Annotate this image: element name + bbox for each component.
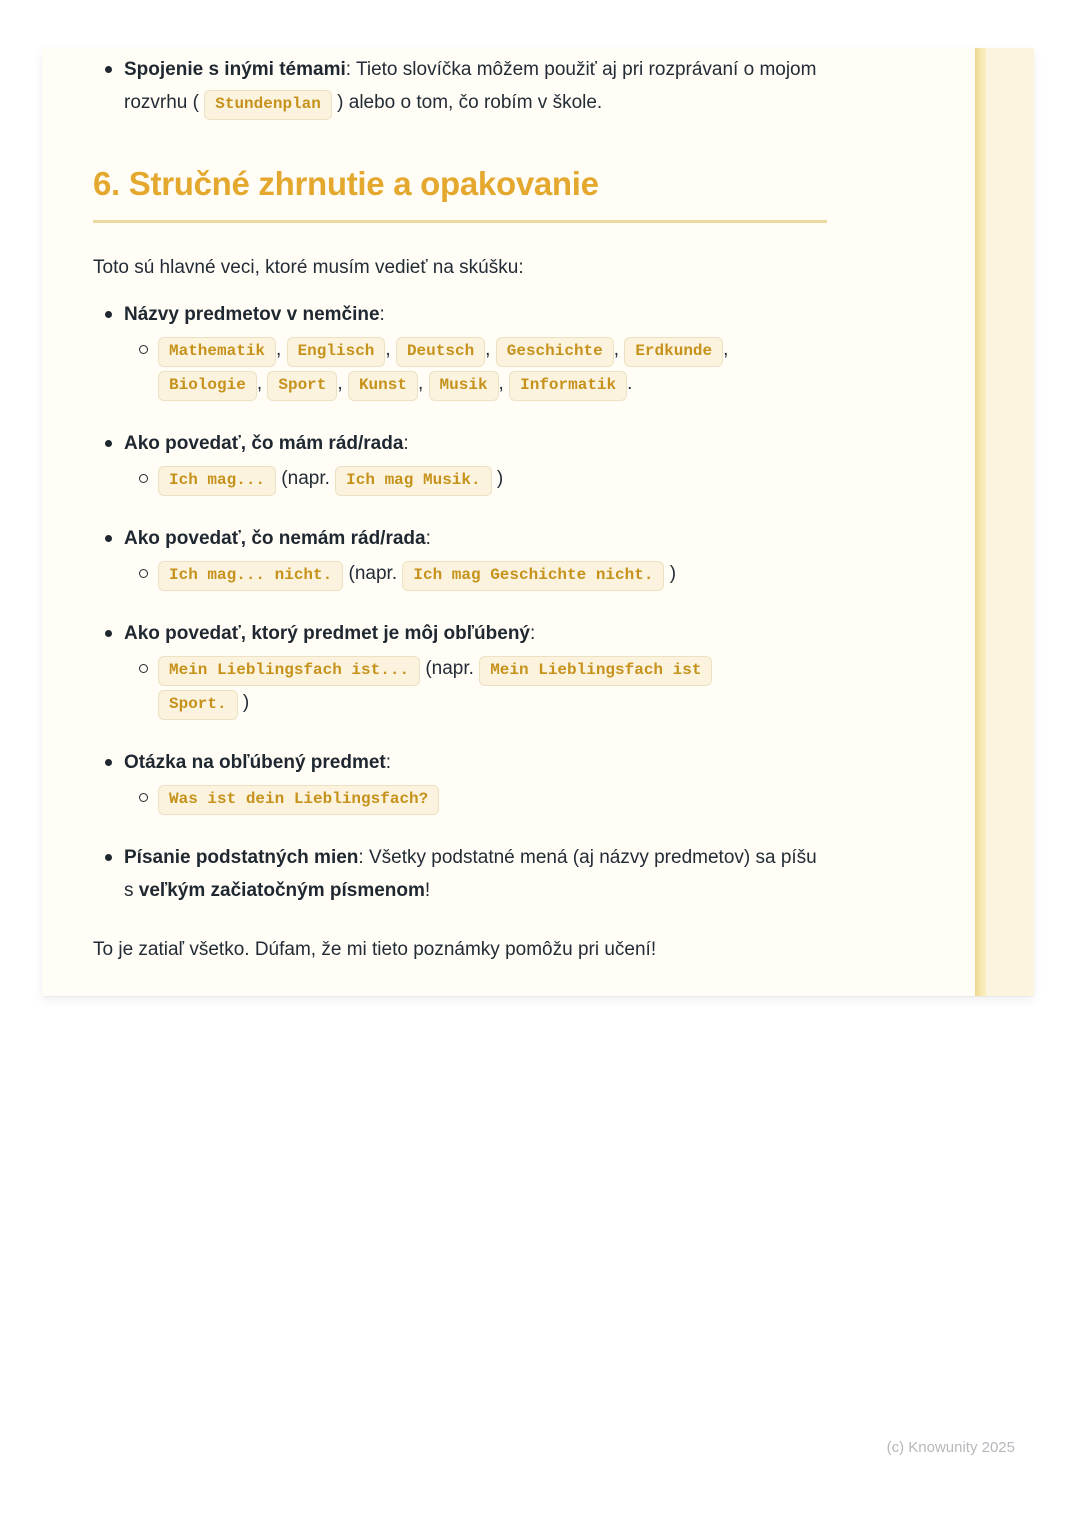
list-item-favorite [124, 617, 829, 720]
list-item-subjects [124, 298, 829, 401]
napr-close: ) [242, 692, 250, 713]
item-title: Názvy predmetov v nemčine [124, 304, 380, 325]
right-accent-bar [975, 48, 986, 996]
separator: , [723, 339, 729, 360]
list-item-like [124, 427, 829, 496]
code-chip-subject: Geschichte [496, 337, 614, 367]
item-title-colon: : [385, 752, 392, 773]
subjects-sublist [158, 333, 778, 401]
like-sublist [158, 462, 778, 496]
like-chip-row [158, 462, 778, 496]
intro-colon: : [345, 59, 356, 80]
dislike-sublist [158, 557, 778, 591]
intro-text-after: ) alebo o tom, čo robím v škole. [337, 92, 603, 113]
terminator: . [627, 373, 633, 394]
document-content [93, 48, 843, 966]
item-title-colon: : [358, 847, 369, 868]
code-chip-example: Sport. [158, 690, 238, 720]
napr-close: ) [669, 563, 677, 584]
list-item-question [124, 746, 829, 815]
capitalization-exclaim: ! [424, 880, 431, 901]
code-chip-phrase: Mein Lieblingsfach ist... [158, 656, 420, 686]
napr-open: (napr. [425, 658, 474, 679]
code-chip-subject: Informatik [509, 371, 627, 401]
item-title-colon: : [425, 528, 431, 549]
code-chip-example: Ich mag Geschichte nicht. [402, 561, 664, 591]
copyright-watermark: (c) Knowunity 2025 [886, 1439, 1015, 1456]
separator: , [613, 339, 620, 360]
code-chip-subject: Musik [429, 371, 499, 401]
favorite-sublist [158, 652, 778, 720]
separator: , [256, 373, 263, 394]
item-title: Ako povedať, čo nemám rád/rada [124, 528, 426, 549]
capitalization-text: Všetky podstatné mená (aj názvy predmetov) sa píšu s [124, 847, 817, 901]
favorite-chip-row [158, 652, 778, 720]
right-cream-margin [986, 48, 1034, 996]
separator: , [498, 373, 504, 394]
item-title: Písanie podstatných mien [124, 847, 359, 868]
separator: , [337, 373, 343, 394]
separator: , [385, 339, 391, 360]
document-sheet [42, 48, 1034, 996]
list-item-other-topics [124, 53, 829, 120]
item-title: Ako povedať, čo mám rád/rada [124, 433, 404, 454]
code-chip-subject: Mathematik [158, 337, 276, 367]
summary-list [124, 298, 829, 907]
outro-paragraph: To je zatiaľ všetko. Dúfam, že mi tieto poznámky pomôžu pri učení! [93, 939, 657, 960]
napr-open: (napr. [281, 468, 330, 489]
separator: , [485, 339, 491, 360]
dislike-chip-row [158, 557, 778, 591]
code-chip-stundenplan: Stundenplan [204, 90, 332, 120]
separator: , [417, 373, 424, 394]
code-chip-example: Ich mag Musik. [335, 466, 491, 496]
code-chip-example: Mein Lieblingsfach ist [479, 656, 712, 686]
capitalization-emphasis: veľkým začiatočným písmenom [138, 880, 425, 901]
intro-text-before: Tieto slovíčka môžem použiť aj pri rozprávaní o mojom rozvrhu ( [124, 59, 817, 113]
code-chip-subject: Biologie [158, 371, 257, 401]
code-chip-subject: Kunst [348, 371, 418, 401]
separator: , [276, 339, 282, 360]
item-title-colon: : [403, 433, 409, 454]
subjects-chip-row [158, 333, 778, 401]
code-chip-phrase: Ich mag... nicht. [158, 561, 343, 591]
intro-label: Spojenie s inými témami [124, 59, 346, 80]
item-title-colon: : [379, 304, 385, 325]
question-sublist [158, 781, 778, 815]
intro-list [124, 53, 829, 120]
item-title: Otázka na obľúbený predmet [124, 752, 386, 773]
code-chip-subject: Erdkunde [624, 337, 723, 367]
question-chip-row [158, 781, 778, 815]
code-chip-phrase: Was ist dein Lieblingsfach? [158, 785, 439, 815]
napr-open: (napr. [348, 563, 398, 584]
code-chip-subject: Deutsch [396, 337, 485, 367]
code-chip-phrase: Ich mag... [158, 466, 276, 496]
lead-paragraph: Toto sú hlavné veci, ktoré musím vedieť na skúšku: [93, 257, 524, 278]
section-heading: 6. Stručné zhrnutie a opakovanie [93, 165, 599, 202]
item-title-colon: : [530, 623, 536, 644]
item-title: Ako povedať, ktorý predmet je môj obľúbený [124, 623, 530, 644]
heading-underline [93, 220, 827, 223]
code-chip-subject: Englisch [287, 337, 386, 367]
list-item-dislike [124, 522, 829, 591]
napr-close: ) [496, 468, 504, 489]
code-chip-subject: Sport [267, 371, 337, 401]
list-item-capitalization [124, 841, 829, 907]
